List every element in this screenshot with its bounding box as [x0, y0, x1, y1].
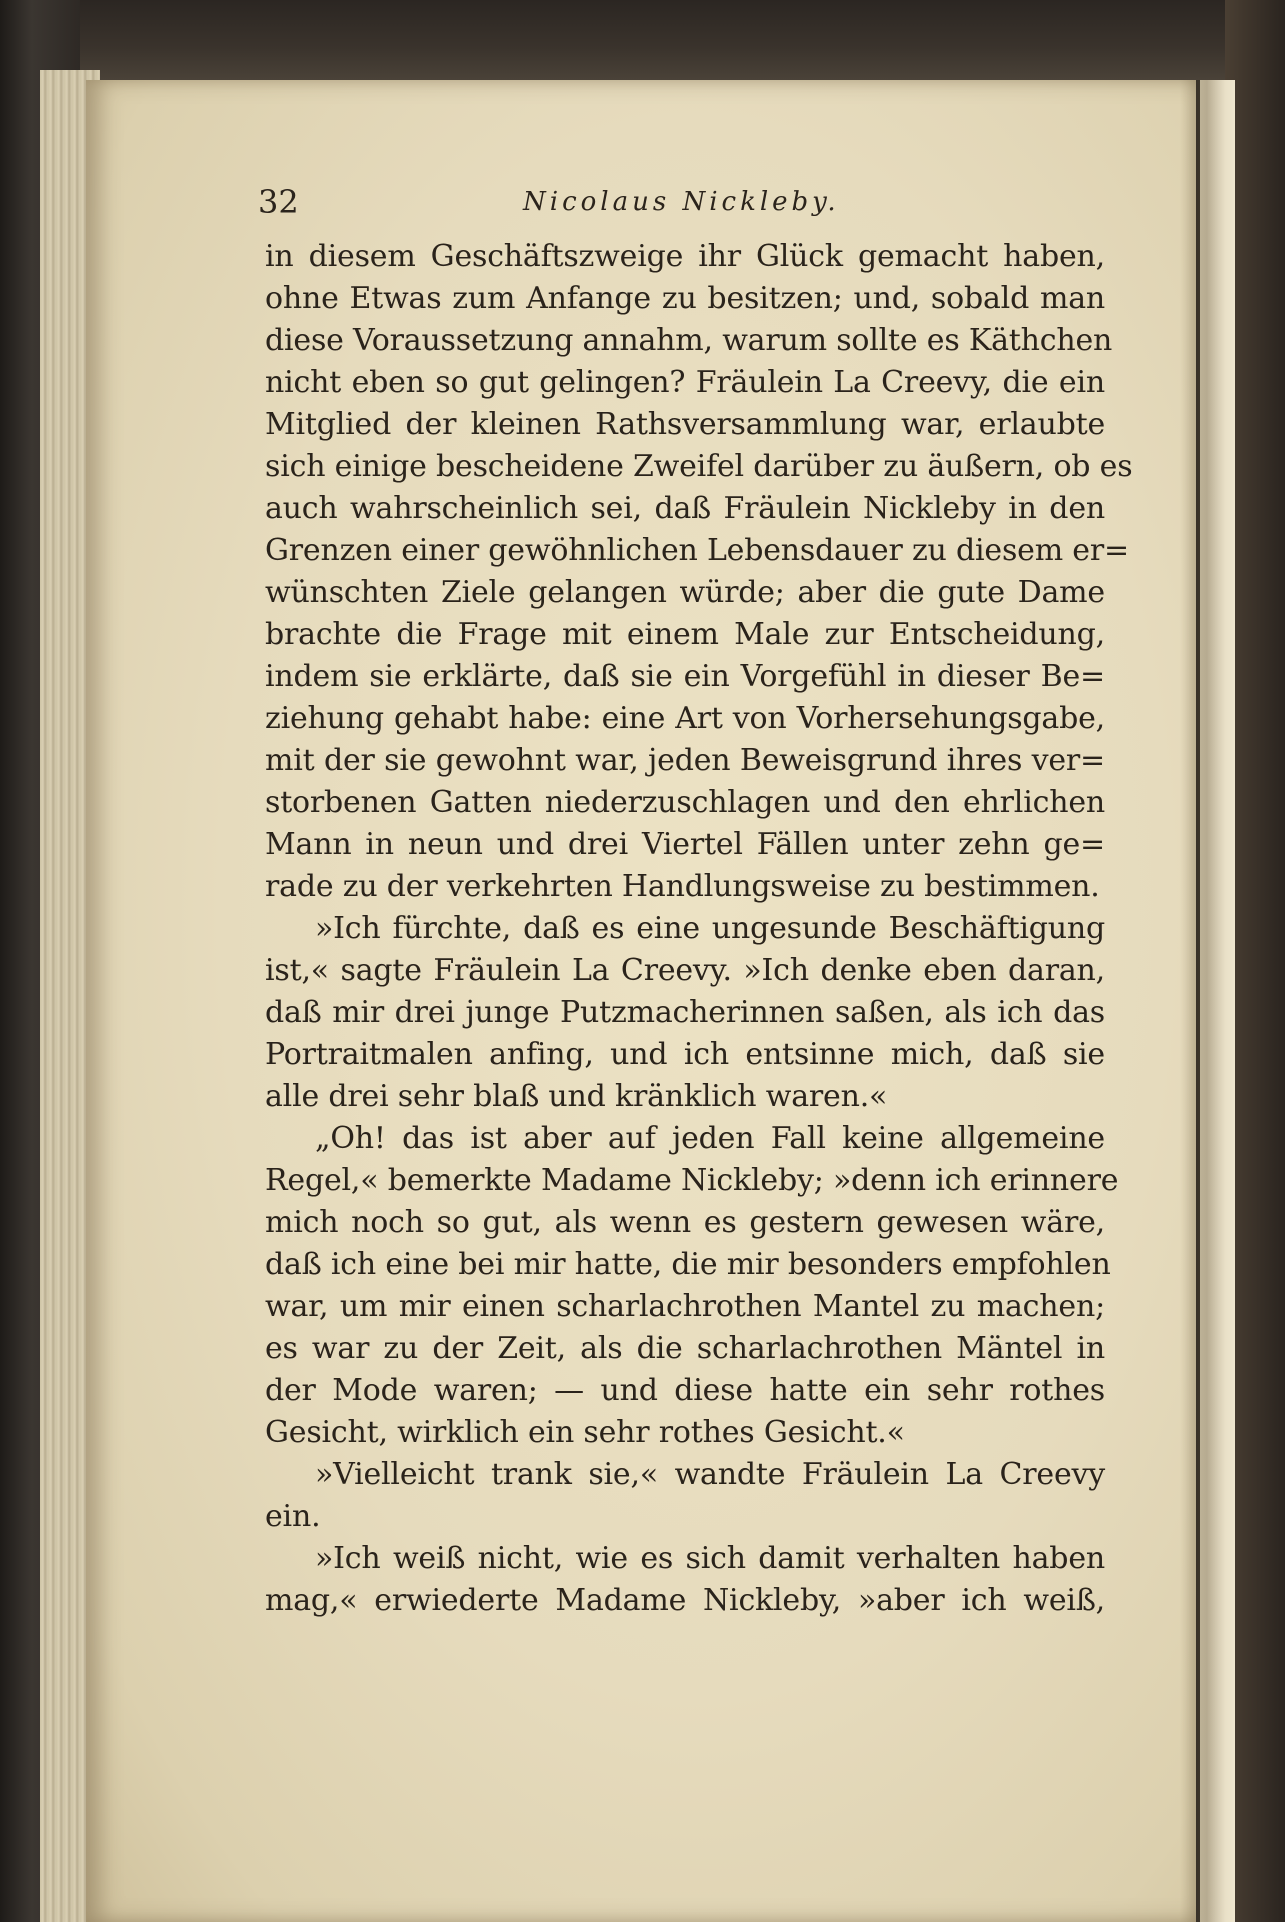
text-line: daß ich eine bei mir hatte, die mir besonders empfohlen [265, 1247, 1111, 1282]
text-line: Mann in neun und drei Viertel Fällen unter zehn ge= [265, 827, 1105, 862]
page-header [258, 178, 1078, 226]
text-line: daß mir drei junge Putzmacherinnen saßen, als ich das [265, 995, 1105, 1030]
text-line: Grenzen einer gewöhnlichen Lebensdauer zu diesem er= [265, 533, 1129, 568]
text-line: ein. [265, 1499, 321, 1534]
text-line: indem sie erklärte, daß sie ein Vorgefühl in dieser Be= [265, 659, 1105, 694]
text-line: »Ich weiß nicht, wie es sich damit verhalten haben [315, 1541, 1105, 1576]
text-line: Regel,« bemerkte Madame Nickleby; »denn ich erinnere [265, 1163, 1119, 1198]
gutter-shadow [1180, 80, 1225, 1922]
text-line: in diesem Geschäftszweige ihr Glück gemacht haben, [265, 239, 1105, 274]
text-line: diese Voraussetzung annahm, warum sollte es Käthchen [265, 323, 1113, 358]
text-line: Mitglied der kleinen Rathsversammlung war, erlaubte [265, 407, 1105, 442]
text-line: „Oh! das ist aber auf jeden Fall keine allgemeine [315, 1121, 1105, 1156]
running-head: Nicolaus Nickleby. [523, 187, 840, 217]
text-line: brachte die Frage mit einem Male zur Entscheidung, [265, 617, 1105, 652]
text-line: sich einige bescheidene Zweifel darüber zu äußern, ob es [265, 449, 1133, 484]
page-number: 32 [258, 183, 299, 221]
text-line: wünschten Ziele gelangen würde; aber die gute Dame [265, 575, 1105, 610]
text-line: es war zu der Zeit, als die scharlachrothen Mäntel in [265, 1331, 1105, 1366]
text-line: Gesicht, wirklich ein sehr rothes Gesicht.« [265, 1415, 905, 1450]
text-line: »Ich fürchte, daß es eine ungesunde Beschäftigung [315, 911, 1105, 946]
text-line: storbenen Gatten niederzuschlagen und den ehrlichen [265, 785, 1105, 820]
text-line: Portraitmalen anfing, und ich entsinne mich, daß sie [265, 1037, 1105, 1072]
text-line: mit der sie gewohnt war, jeden Beweisgrund ihres ver= [265, 743, 1105, 778]
text-line: »Vielleicht trank sie,« wandte Fräulein La Creevy [315, 1457, 1105, 1492]
text-line: nicht eben so gut gelingen? Fräulein La Creevy, die ein [265, 365, 1105, 400]
text-line: rade zu der verkehrten Handlungsweise zu bestimmen. [265, 869, 1100, 904]
text-line: der Mode waren; — und diese hatte ein sehr rothes [265, 1373, 1105, 1408]
book-binding-top [0, 0, 1285, 80]
text-line: ist,« sagte Fräulein La Creevy. »Ich denke eben daran, [265, 953, 1105, 988]
text-line: ziehung gehabt habe: eine Art von Vorhersehungsgabe, [265, 701, 1105, 736]
text-line: war, um mir einen scharlachrothen Mantel zu machen; [265, 1289, 1105, 1324]
body-text [265, 236, 1133, 1622]
text-line: mag,« erwiederte Madame Nickleby, »aber ich weiß, [265, 1583, 1105, 1618]
text-line: mich noch so gut, als wenn es gestern gewesen wäre, [265, 1205, 1105, 1240]
text-line: ohne Etwas zum Anfange zu besitzen; und, sobald man [265, 281, 1105, 316]
text-line: auch wahrscheinlich sei, daß Fräulein Nickleby in den [265, 491, 1105, 526]
text-line: alle drei sehr blaß und kränklich waren.« [265, 1079, 888, 1114]
